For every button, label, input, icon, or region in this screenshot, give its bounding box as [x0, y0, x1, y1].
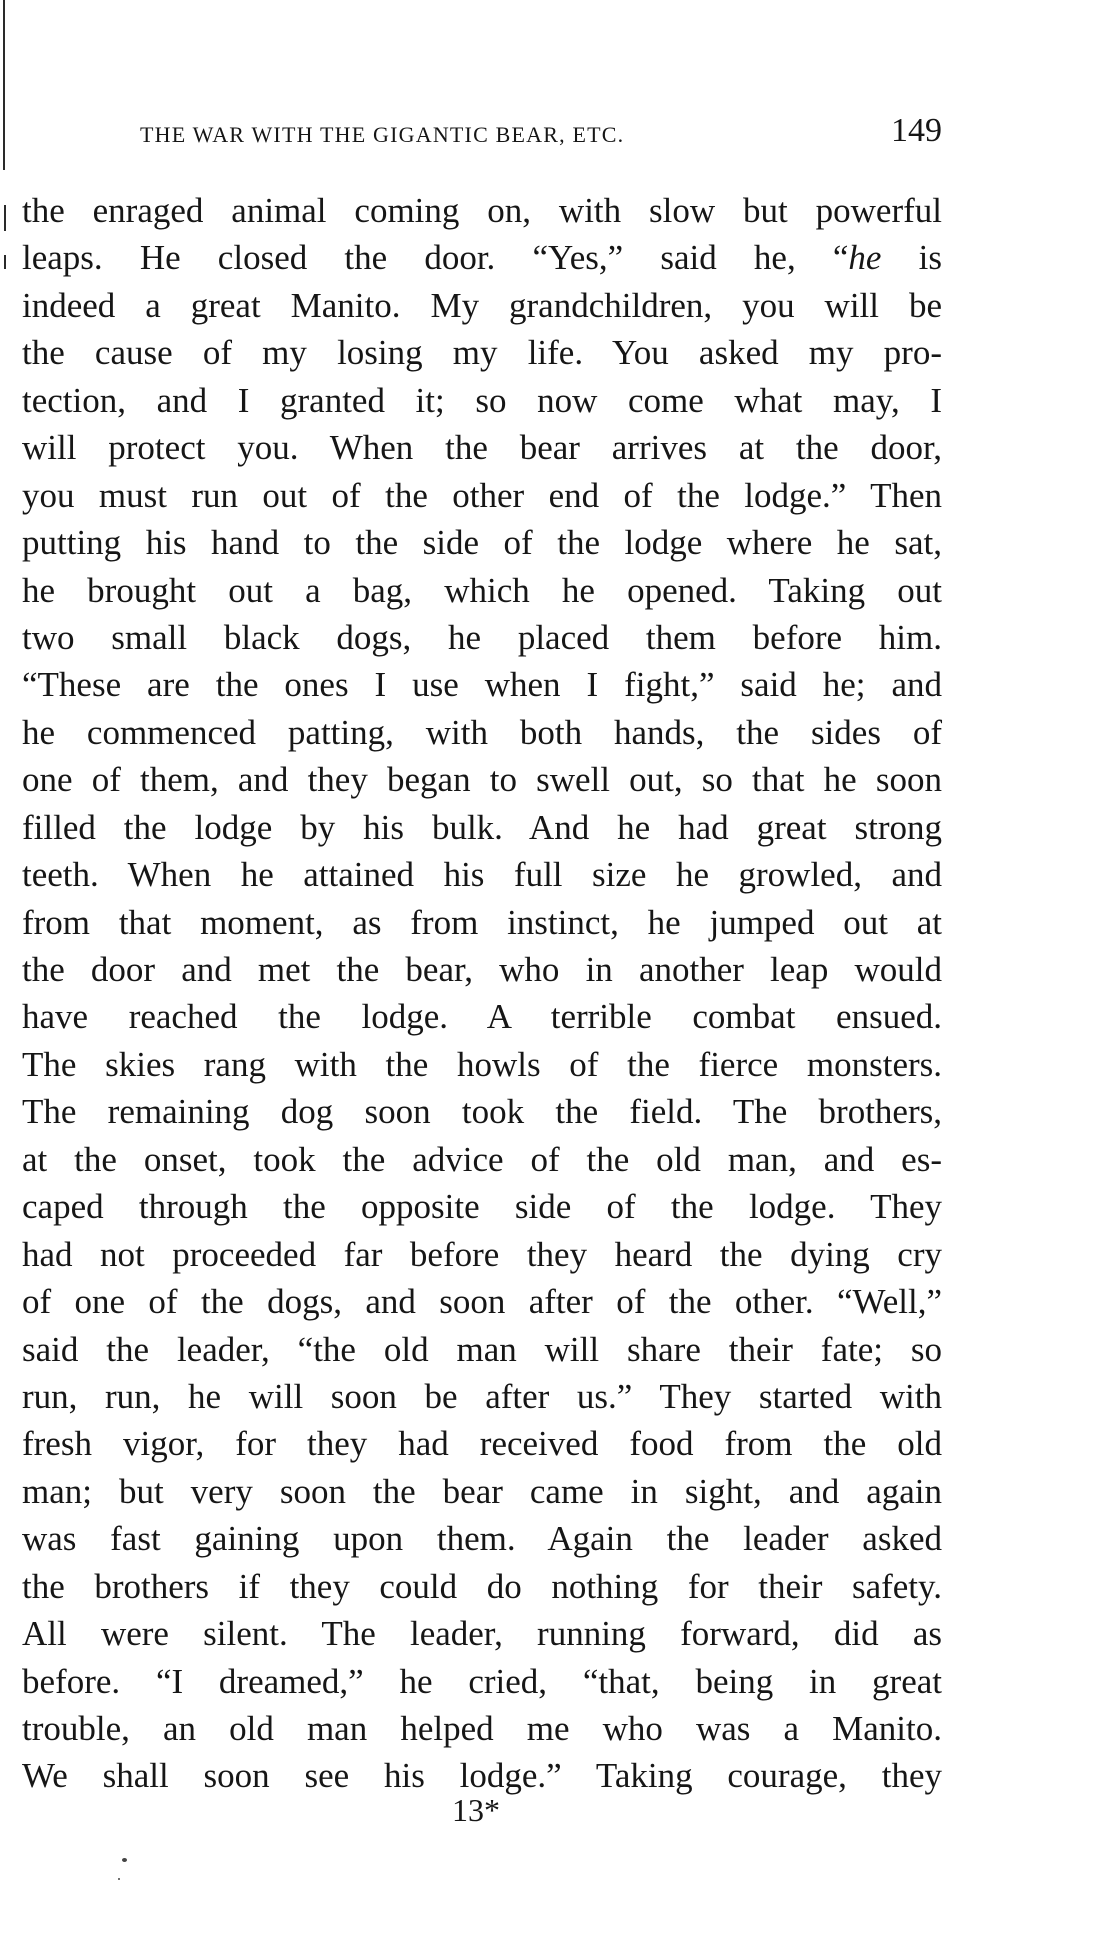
text-line: you must run out of the other end of the lodge.” Then: [22, 475, 942, 515]
body-text: [22, 187, 942, 1800]
text-line: the enraged animal coming on, with slow but powerful: [22, 191, 942, 230]
text-line: will protect you. When the bear arrives at the door,: [22, 428, 942, 468]
text-line: the brothers if they could do nothing for their safety.: [22, 1566, 942, 1606]
text-line: man; but very soon the bear came in sight, and again: [22, 1471, 942, 1511]
text-line: fresh vigor, for they had received food from the old: [22, 1424, 942, 1464]
text-line: putting his hand to the side of the lodge where he sat,: [22, 523, 942, 563]
page-number: 149: [891, 112, 942, 149]
text-line: the door and met the bear, who in another leap would: [22, 950, 942, 989]
text-line: teeth. When he attained his full size he growled, and: [22, 855, 942, 895]
signature-mark: 13*: [452, 1792, 500, 1828]
text-line: “These are the ones I use when I fight,” said he; and: [22, 665, 942, 705]
text-line: caped through the opposite side of the lodge. They: [22, 1187, 942, 1227]
text-line: The skies rang with the howls of the fierce monsters.: [22, 1044, 942, 1084]
text-line: tection, and I granted it; so now come what may, I: [22, 380, 942, 420]
text-line: leaps. He closed the door. “Yes,” said he, “he is: [22, 238, 942, 278]
text-line: he commenced patting, with both hands, the sides of: [22, 712, 942, 752]
text-line: indeed a great Manito. My grandchildren, you will be: [22, 285, 942, 325]
binding-edge-mark: [4, 255, 6, 269]
text-line: said the leader, “the old man will share their fate; so: [22, 1329, 942, 1369]
text-line: before. “I dreamed,” he cried, “that, being in great: [22, 1661, 942, 1701]
text-line: from that moment, as from instinct, he jumped out at: [22, 902, 942, 942]
text-line: All were silent. The leader, running forward, did as: [22, 1614, 942, 1654]
text-line: We shall soon see his lodge.” Taking courage, they: [22, 1756, 942, 1796]
page-header: [140, 110, 942, 160]
text-line: at the onset, took the advice of the old man, and es-: [22, 1139, 942, 1179]
text-line: the cause of my losing my life. You asked my pro-: [22, 333, 942, 373]
text-line: he brought out a bag, which he opened. Taking out: [22, 570, 942, 610]
text-line: The remaining dog soon took the field. The brothers,: [22, 1092, 942, 1132]
text-line: one of them, and they began to swell out, so that he soon: [22, 760, 942, 800]
text-line: have reached the lodge. A terrible combat ensued.: [22, 997, 942, 1037]
print-speck: [118, 1878, 120, 1880]
text-line: trouble, an old man helped me who was a Manito.: [22, 1709, 942, 1748]
text-line: of one of the dogs, and soon after of the other. “Well,”: [22, 1282, 942, 1322]
binding-edge-mark: [4, 205, 6, 231]
print-speck: [122, 1858, 127, 1862]
binding-edge-line: [3, 0, 5, 170]
text-line: filled the lodge by his bulk. And he had great strong: [22, 807, 942, 847]
running-head: THE WAR WITH THE GIGANTIC BEAR, ETC.: [140, 122, 625, 147]
text-line: had not proceeded far before they heard the dying cry: [22, 1234, 942, 1274]
text-line: was fast gaining upon them. Again the leader asked: [22, 1519, 942, 1559]
text-line: run, run, he will soon be after us.” They started with: [22, 1376, 942, 1416]
text-line: two small black dogs, he placed them before him.: [22, 617, 942, 657]
